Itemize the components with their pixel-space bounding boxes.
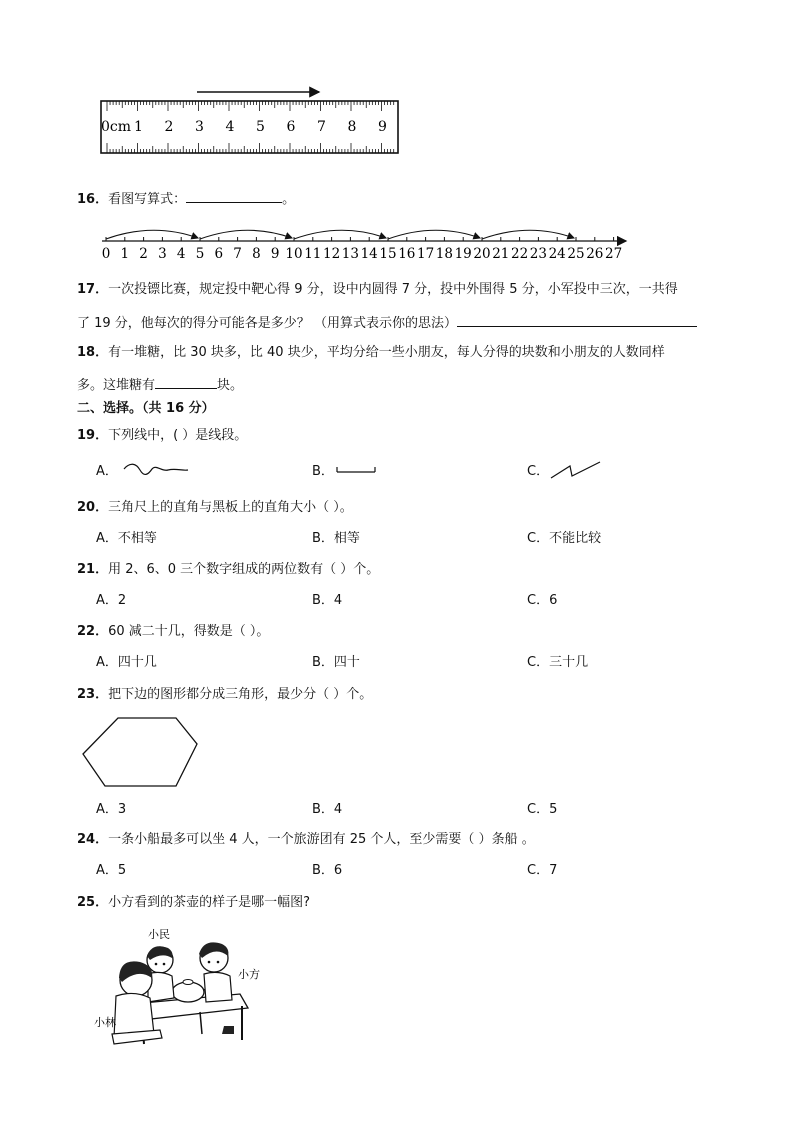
q23-line [77,686,372,704]
q22-line [77,623,269,641]
number-line-jump-arc [388,230,480,239]
q18-answer-blank[interactable] [155,374,217,389]
q24-text: 一条小船最多可以坐 4 人，一个旅游团有 25 个人，至少需要（ ）条船 。 [108,832,535,847]
q22-option-b[interactable]: B．四十 [312,655,360,670]
ruler-label: 0cm [101,119,132,135]
number-line-label: 1 [120,246,130,262]
q19-option-b-label: B． [312,464,334,479]
q20-option-b[interactable]: B．相等 [312,531,360,546]
q22-number: 22． [77,624,109,639]
number-line-jump-arc [200,230,292,239]
q16-after: 。 [282,192,296,207]
q19-zigzag-ray [548,458,604,482]
ruler-label: 7 [317,119,326,135]
q23-option-a[interactable]: A．3 [96,802,127,817]
q21-option-b[interactable]: B．4 [312,593,343,608]
section-title: 二、选择。（共 16 分） [77,401,215,416]
number-line-label: 18 [435,246,453,262]
number-line-label: 5 [195,246,205,262]
q24-option-a[interactable]: A．5 [96,863,127,878]
q17-text-line1: 一次投镖比赛，规定投中靶心得 9 分，设中内圆得 7 分，投中外围得 5 分，小军投中三次，一共得 [108,282,678,297]
q19-option-a-label: A． [96,464,118,479]
ruler-label: 5 [256,119,265,135]
label-xiaomin: 小民 [148,928,170,941]
q24-option-b[interactable]: B．6 [312,863,343,878]
number-line-label: 13 [341,246,359,262]
q19-text: 下列线中，( ）是线段。 [108,428,248,443]
q19-line [77,427,247,445]
ruler-label: 1 [134,119,143,135]
q16-number: 16． [77,192,109,207]
q19-segment [334,462,378,478]
number-line-label: 23 [529,246,547,262]
number-line-label: 6 [214,246,224,262]
q25-number: 25． [77,895,109,910]
q24-line [77,831,535,849]
ruler-label: 6 [286,119,296,135]
q21-text: 用 2、6、0 三个数字组成的两位数有（ ）个。 [108,562,380,577]
number-line-label: 2 [139,246,148,262]
number-line-label: 27 [605,246,623,262]
q22-text: 60 减二十几，得数是（ ）。 [108,624,270,639]
q21-option-a[interactable]: A．2 [96,593,127,608]
q17-text-line2: 了 19 分，他每次的得分可能各是多少？ （用算式表示你的思法） [77,316,457,331]
q19-number: 19． [77,428,109,443]
number-line-label: 25 [567,246,585,262]
q19-wavy-line [122,460,190,480]
ruler-figure [95,84,405,158]
q24-option-c[interactable]: C．7 [527,863,558,878]
number-line-label: 15 [379,246,397,262]
number-line-label: 20 [473,246,491,262]
number-line-jump-arc [482,230,574,239]
q25-teapot-illustration [92,922,272,1050]
label-xiaolin: 小林 [94,1016,116,1029]
number-line-label: 0 [101,246,111,262]
q16-line [77,188,295,209]
q19-option-a[interactable] [96,463,118,481]
number-line-label: 8 [252,246,261,262]
q23-number: 23． [77,687,109,702]
q17-line1 [77,281,678,299]
ruler-label: 4 [225,119,235,135]
label-xiaofang: 小方 [238,968,260,981]
q19-option-b[interactable] [312,463,334,481]
q19-option-c[interactable] [527,463,549,481]
q25-text: 小方看到的茶壶的样子是哪一幅图? [108,895,310,910]
q22-option-c[interactable]: C．三十几 [527,655,589,670]
number-line-label: 26 [586,246,604,262]
number-line-label: 12 [323,246,341,262]
q20-line [77,499,353,517]
q21-option-c[interactable]: C．6 [527,593,558,608]
q20-number: 20． [77,500,109,515]
number-line-label: 3 [158,246,167,262]
q18-text-line2a: 多。这堆糖有 [77,378,156,393]
number-line-jump-arc [294,230,386,239]
number-line-label: 7 [233,246,242,262]
number-line-label: 14 [360,246,378,262]
q17-line2 [77,312,697,333]
q22-option-a[interactable]: A．四十几 [96,655,157,670]
q16-text: 看图写算式： [108,192,187,207]
ruler-label: 2 [164,119,174,135]
ruler-label: 3 [195,119,204,135]
number-line-label: 10 [285,246,303,262]
q24-number: 24． [77,832,109,847]
q19-option-c-label: C． [527,464,550,479]
number-line-label: 24 [548,246,566,262]
q20-option-c[interactable]: C．不能比较 [527,531,602,546]
number-line-label: 9 [270,246,280,262]
q23-hexagon-figure [80,714,200,790]
q21-number: 21． [77,562,109,577]
ruler-label: 8 [347,119,357,135]
q17-answer-blank[interactable] [457,312,697,327]
number-line-label: 17 [417,246,435,262]
number-line-label: 19 [454,246,472,262]
number-line-label: 22 [511,246,529,262]
q21-line [77,561,379,579]
number-line-figure [96,222,636,262]
kid-xiaofang [199,942,234,1034]
number-line-label: 16 [398,246,416,262]
number-line-label: 4 [176,246,186,262]
q16-answer-blank[interactable] [186,188,282,203]
q23-option-c[interactable]: C．5 [527,802,558,817]
q20-option-a[interactable]: A．不相等 [96,531,157,546]
q17-number: 17． [77,282,109,297]
q18-line2 [77,374,243,395]
q23-option-b[interactable]: B．4 [312,802,343,817]
q18-line1 [77,344,665,362]
q20-text: 三角尺上的直角与黑板上的直角大小（ ）。 [108,500,353,515]
q18-number: 18． [77,345,109,360]
q18-text-line1: 有一堆糖，比 30 块多，比 40 块少，平均分给一些小朋友，每人分得的块数和小朋友的人数同样 [108,345,665,360]
number-line-label: 21 [492,246,510,262]
number-line-label: 11 [304,246,322,262]
ruler-label: 9 [378,119,387,135]
number-line-jump-arc [106,230,198,239]
q25-line [77,894,310,912]
q18-text-line2b: 块。 [217,378,244,393]
q23-text: 把下边的图形都分成三角形，最少分（ ）个。 [108,687,373,702]
